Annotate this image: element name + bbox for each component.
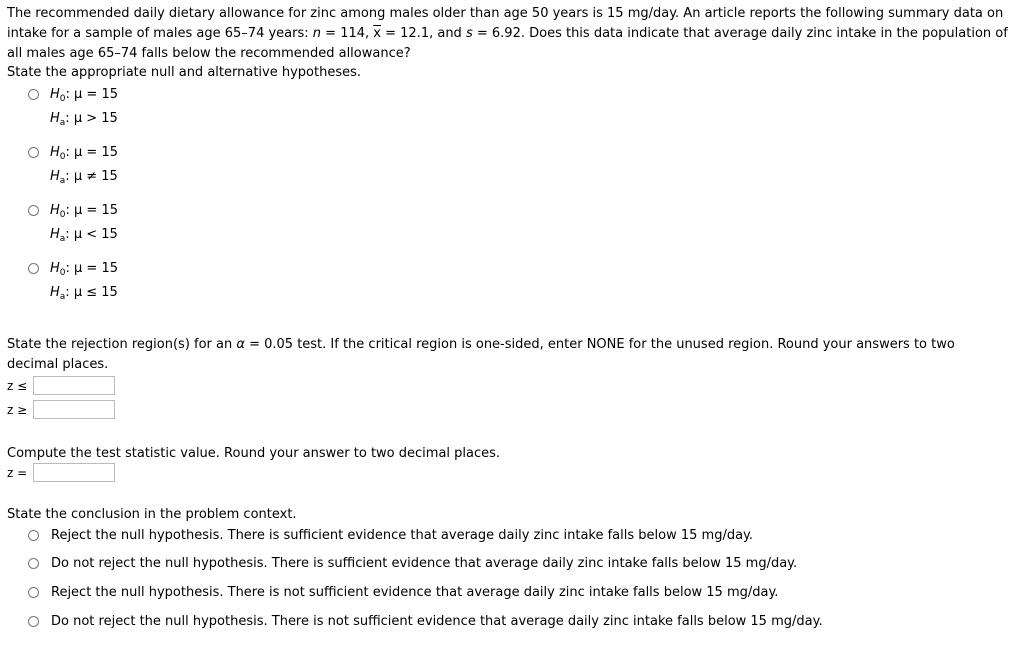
statistic-prompt: Compute the test statistic value. Round your answer to two decimal places. <box>7 446 501 461</box>
h0-text: μ = 15 <box>74 87 119 102</box>
h0-text: μ = 15 <box>74 261 119 276</box>
n-value: = 114, <box>321 26 374 41</box>
radio-button[interactable] <box>28 147 39 158</box>
ha-line: $H_a$: μ > 15 <box>50 111 118 128</box>
xbar-symbol: $\overline{x}$ <box>373 26 381 41</box>
rejection-prompt: State the rejection region(s) for an α = 0.05 test. If the critical region is one-sided, enter NONE for the unused region. Round your answers to two decimal places. <box>7 337 955 372</box>
h0-text: μ = 15 <box>74 203 119 218</box>
conclusion-text: Do not reject the null hypothesis. There is not sufficient evidence that average daily zinc intake falls below 15 mg/day. <box>51 614 823 629</box>
h0-line: $H_0$: μ = 15 <box>50 261 119 278</box>
radio-button[interactable] <box>28 587 39 598</box>
conclusion-text: Reject the null hypothesis. There is not sufficient evidence that average daily zinc intake falls below 15 mg/day. <box>51 585 779 600</box>
hypotheses-prompt: State the appropriate null and alternative hypotheses. <box>7 65 361 80</box>
h0-line: $H_0$: μ = 15 <box>50 145 119 162</box>
lower-region-input[interactable] <box>33 376 115 395</box>
ha-line: $H_a$: μ ≠ 15 <box>50 169 118 186</box>
statistic-label: z = <box>7 466 28 480</box>
ha-text: μ ≠ 15 <box>73 169 118 184</box>
radio-button[interactable] <box>28 616 39 627</box>
upper-region-input[interactable] <box>33 400 115 419</box>
problem-text-2: = 6.92. Does this data indicate that average daily zinc intake in the population of all males age 65–74 falls below the recommended allowance? <box>7 26 1008 61</box>
problem-statement <box>7 4 1017 64</box>
radio-button[interactable] <box>28 89 39 100</box>
h0-line: $H_0$: μ = 15 <box>50 87 119 104</box>
ha-text: μ > 15 <box>73 111 118 126</box>
problem-text-1: The recommended daily dietary allowance for zinc among males older than age 50 years is 15 mg/day. An article reports the following summary data on intake for a sample of males age 65–74 years: <box>7 6 1004 41</box>
radio-button[interactable] <box>28 263 39 274</box>
conclusion-prompt: State the conclusion in the problem context. <box>7 507 297 522</box>
alpha-symbol: α <box>236 337 245 352</box>
upper-region-label: z ≥ <box>7 403 28 417</box>
lower-region-label: z ≤ <box>7 379 28 393</box>
ha-text: μ < 15 <box>73 227 118 242</box>
radio-button[interactable] <box>28 205 39 216</box>
statistic-input[interactable] <box>33 463 115 482</box>
conclusion-text: Do not reject the null hypothesis. There is sufficient evidence that average daily zinc intake falls below 15 mg/day. <box>51 556 798 571</box>
ha-text: μ ≤ 15 <box>73 285 118 300</box>
h0-text: μ = 15 <box>74 145 119 160</box>
n-symbol: n <box>312 26 322 41</box>
radio-button[interactable] <box>28 530 39 541</box>
radio-button[interactable] <box>28 558 39 569</box>
ha-line: $H_a$: μ ≤ 15 <box>50 285 118 302</box>
xbar-value: = 12.1, and <box>380 26 466 41</box>
h0-line: $H_0$: μ = 15 <box>50 203 119 220</box>
ha-line: $H_a$: μ < 15 <box>50 227 118 244</box>
conclusion-text: Reject the null hypothesis. There is sufficient evidence that average daily zinc intake falls below 15 mg/day. <box>51 528 754 543</box>
s-symbol: s <box>465 26 473 41</box>
